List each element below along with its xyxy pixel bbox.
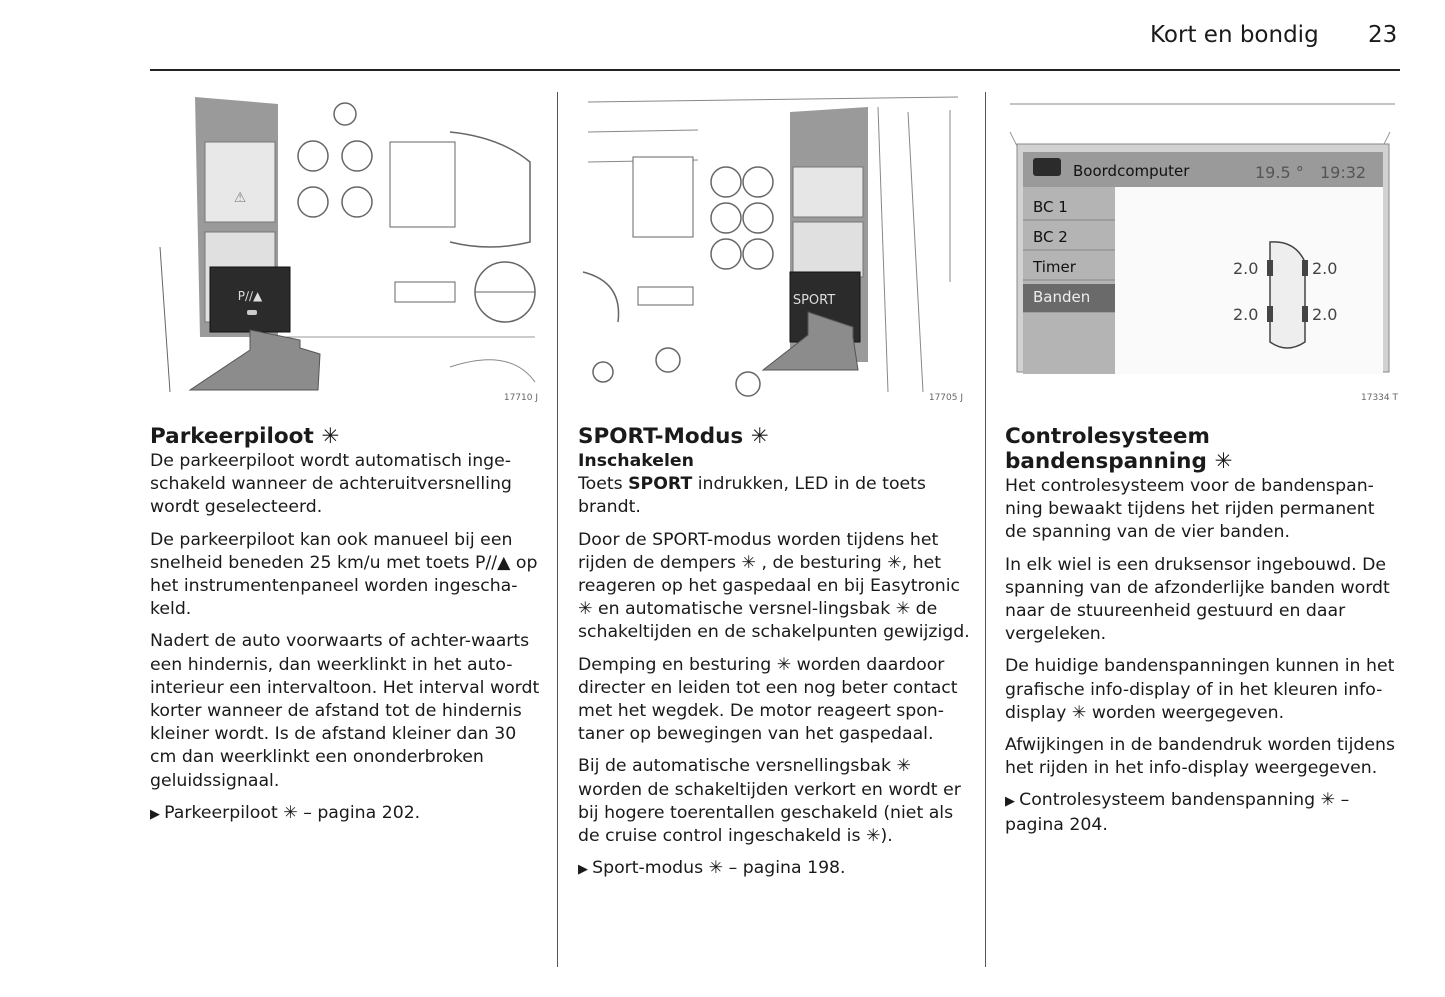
svg-text:⚠: ⚠ [233, 190, 247, 206]
subsection-title: Inschakelen [578, 451, 694, 471]
pressure-rear-left: 2.0 [1233, 305, 1259, 324]
cross-reference: ▶ Sport-modus ✳ – pagina 198. [578, 857, 970, 881]
paragraph: Demping en besturing ✳ worden daardoor directer en leiden tot een nog beter contact met het wegdek. De motor reageert spon-taner op bewegingen van het gaspedaal. [578, 654, 958, 745]
paragraph: korter wanneer de afstand tot de hindernis kleiner wordt. Is de afstand kleiner dan 30 cm dan weerklinkt een ononderbroken geluidssignaal. [150, 701, 522, 791]
menu-item-timer: Timer [1033, 258, 1076, 276]
text-part: indrukken, LED in de toets brandt. [578, 474, 926, 518]
paragraph: De parkeerpiloot kan ook manueel bij een snelheid beneden 25 km/u met toets P∕∕▲ op het instrumentenpaneel worden ingescha-keld. [150, 529, 538, 620]
page-number: 23 [1368, 22, 1398, 48]
cross-reference: ▶ Controlesysteem bandenspanning ✳ – pagina 204. [1005, 789, 1401, 836]
title-line: bandenspanning ✳ [1005, 449, 1233, 474]
paragraph: Het controlesysteem voor de bandenspan-ning bewaakt tijdens het rijden permanent de spanning van de vier banden. [1005, 476, 1375, 543]
car-icon [1033, 158, 1061, 176]
figure-tyre-pressure-display [1005, 92, 1400, 405]
paragraph: De parkeerpiloot wordt automatisch inge-schakeld wanneer de achteruitversnelling wordt geselecteerd. [150, 451, 512, 518]
cross-reference: ▶ Parkeerpiloot ✳ – pagina 202. [150, 802, 540, 826]
column-divider-1 [557, 92, 558, 967]
header-rule [150, 69, 1400, 71]
menu-item-banden: Banden [1033, 288, 1091, 306]
figure-code: 17710 J [503, 393, 538, 403]
figure-sport-mode [578, 92, 973, 405]
car-outline-icon [1270, 242, 1305, 348]
paragraph [150, 630, 540, 700]
sport-button-label: SPORT [792, 293, 836, 308]
section-title-tyre-pressure [1005, 424, 1401, 474]
display-time: 19:32 [1320, 163, 1367, 182]
tyre-pressure-illustration [1005, 92, 1400, 405]
paragraph: De huidige bandenspanningen kunnen in het grafische info-display of in het kleuren info-display ✳ worden weergegeven. [1005, 656, 1395, 723]
title-line: Controlesysteem [1005, 424, 1210, 449]
column-divider-2 [985, 92, 986, 967]
display-temperature: 19.5 ° [1255, 163, 1304, 182]
figure-park-pilot [150, 92, 545, 405]
paragraph-part: Nadert de auto voorwaarts of achter-waarts een hindernis, dan weerklinkt in het auto-interieur een intervaltoon. Het interval wordt [150, 631, 540, 698]
pressure-front-right: 2.0 [1312, 259, 1338, 278]
menu-item-bc2: BC 2 [1033, 228, 1068, 246]
sport-mode-illustration [578, 92, 973, 405]
column-tyre-pressure [1005, 424, 1401, 846]
park-pilot-button-label: P∕∕▲ [237, 289, 263, 303]
pressure-rear-right: 2.0 [1312, 305, 1338, 324]
paragraph: Bij de automatische versnellingsbak ✳ worden de schakeltijden verkort en wordt er bij hogere toerentallen geschakeld (niet als de cruise control ingeschakeld is ✳). [578, 756, 961, 847]
column-park-pilot [150, 424, 540, 835]
page-header-title: Kort en bondig [1150, 22, 1319, 48]
paragraph [578, 473, 970, 519]
text-part: Toets [578, 474, 629, 495]
paragraph: Door de SPORT-modus worden tijdens het rijden de dempers ✳ , de besturing ✳, het reageren op het gaspedaal en bij Easytronic ✳ en automatische versnel-lingsbak ✳ de schakeltijden en de schakelpunten gewijzigd. [578, 529, 970, 643]
paragraph: In elk wiel is een druksensor ingebouwd. De spanning van de afzonderlijke banden wordt naar de stuureenheid gestuurd en daar vergeleken. [1005, 554, 1390, 645]
section-title-park-pilot: Parkeerpiloot ✳ [150, 424, 340, 449]
menu-item-bc1: BC 1 [1033, 198, 1068, 216]
sport-keyword: SPORT [628, 474, 693, 495]
pressure-front-left: 2.0 [1233, 259, 1259, 278]
figure-code: 17705 J [928, 393, 963, 403]
paragraph: Afwijkingen in de bandendruk worden tijdens het rijden in het info-display weergegeven. [1005, 735, 1395, 779]
display-title: Boordcomputer [1073, 162, 1190, 180]
column-sport-mode [578, 424, 970, 890]
park-pilot-illustration [150, 92, 545, 405]
figure-code: 17334 T [1361, 393, 1398, 403]
section-title-sport-mode: SPORT-Modus ✳ [578, 424, 769, 449]
